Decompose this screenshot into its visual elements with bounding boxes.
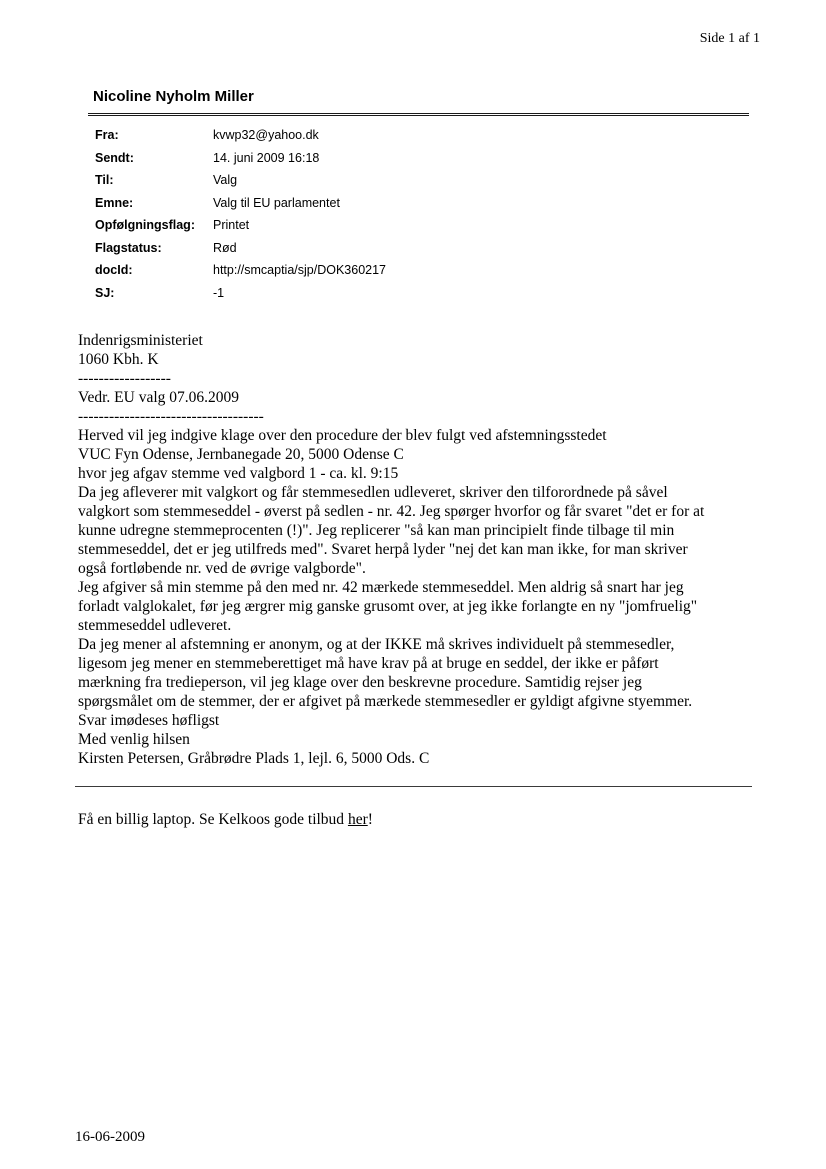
header-field-row-emne [88, 196, 749, 219]
body-line: kunne udregne stemmeprocenten (!)". Jeg replicerer "så kan man principielt finde tilbage til min [78, 522, 675, 539]
body-line: ------------------------------------ [78, 408, 264, 425]
header-field-row-opfolgningsflag [88, 218, 749, 241]
body-line: Da jeg afleverer mit valgkort og får stemmesedlen udleveret, skriver den tilforordnede på såvel [78, 484, 668, 501]
field-label-docid: docId: [95, 263, 133, 277]
ad-text-prefix: Få en billig laptop. Se Kelkoos gode tilbud [78, 811, 348, 828]
body-line: stemmeseddel, det er jeg utilfreds med". Svaret herpå lyder "nej det kan man ikke, for man skriver [78, 541, 688, 558]
header-rule [88, 113, 749, 116]
field-value-sj: -1 [213, 285, 225, 300]
body-line: ------------------ [78, 370, 171, 387]
header-field-row-sj [88, 286, 749, 309]
header-field-row-fra [88, 128, 749, 151]
field-label-fra: Fra: [95, 128, 119, 142]
header-field-row-til [88, 173, 749, 196]
mailbox-owner-name: Nicoline Nyholm Miller [93, 88, 254, 105]
body-line: VUC Fyn Odense, Jernbanegade 20, 5000 Odense C [78, 446, 404, 463]
field-label-til: Til: [95, 173, 114, 187]
body-line: forladt valglokalet, før jeg ærgrer mig ganske grusomt over, at jeg ikke forlangte en ny "jomfruelig" [78, 598, 698, 615]
ad-link[interactable]: her [347, 811, 368, 828]
body-line: Kirsten Petersen, Gråbrødre Plads 1, lejl. 6, 5000 Ods. C [78, 750, 430, 767]
ad-text [78, 811, 373, 829]
field-label-opfolgningsflag: Opfølgningsflag: [95, 218, 195, 232]
field-label-sj: SJ: [95, 285, 115, 300]
body-line: Svar imødeses høfligst [78, 712, 220, 729]
body-line: Jeg afgiver så min stemme på den med nr. 42 mærkede stemmeseddel. Men aldrig så snart har jeg [78, 579, 684, 596]
field-label-emne: Emne: [95, 195, 134, 210]
field-value-fra: kvwp32@yahoo.dk [213, 128, 319, 142]
body-line: valgkort som stemmeseddel - øverst på sedlen - nr. 42. Jeg spørger hvorfor og får svaret "det er for at [78, 503, 705, 520]
body-line: 1060 Kbh. K [78, 351, 159, 368]
field-value-docid: http://smcaptia/sjp/DOK360217 [213, 263, 387, 277]
field-value-flagstatus: Rød [213, 240, 237, 255]
body-line: Vedr. EU valg 07.06.2009 [78, 389, 240, 406]
footer-date: 16-06-2009 [75, 1129, 145, 1145]
header-field-row-docid [88, 263, 749, 286]
header-field-row-sendt [88, 151, 749, 174]
email-header [88, 88, 749, 308]
body-line: stemmeseddel udleveret. [78, 617, 232, 634]
ad-text-suffix: ! [367, 811, 373, 828]
field-value-til: Valg [213, 173, 238, 187]
email-body [78, 331, 768, 768]
body-line: Herved vil jeg indgive klage over den procedure der blev fulgt ved afstemningsstedet [78, 427, 607, 444]
body-line: også fortløbende nr. ved de øvrige valgborde". [78, 560, 366, 577]
body-line: mærkning fra tredieperson, vil jeg klage over den beskrevne procedure. Samtidig rejser jeg [78, 674, 642, 691]
field-value-opfolgningsflag: Printet [213, 218, 250, 232]
body-line: Indenrigsministeriet [78, 332, 203, 349]
field-value-emne: Valg til EU parlamentet [213, 195, 340, 210]
body-line: ligesom jeg mener en stemmeberettiget må have krav på at bruge en seddel, der ikke er påført [78, 655, 659, 672]
field-label-flagstatus: Flagstatus: [95, 240, 162, 255]
body-line: Da jeg mener al afstemning er anonym, og at der IKKE må skrives individuelt på stemmesedler, [78, 636, 675, 653]
field-label-sendt: Sendt: [95, 150, 134, 165]
header-field-row-flagstatus [88, 241, 749, 264]
body-line: hvor jeg afgav stemme ved valgbord 1 - ca. kl. 9:15 [78, 465, 399, 482]
body-line: spørgsmålet om de stemmer, der er afgivet på mærkede stemmesedler er gyldigt afgivne styemmer. [78, 693, 693, 710]
field-value-sendt: 14. juni 2009 16:18 [213, 150, 320, 165]
body-line: Med venlig hilsen [78, 731, 190, 748]
footer-separator-rule [75, 786, 752, 787]
page-indicator: Side 1 af 1 [699, 31, 760, 46]
